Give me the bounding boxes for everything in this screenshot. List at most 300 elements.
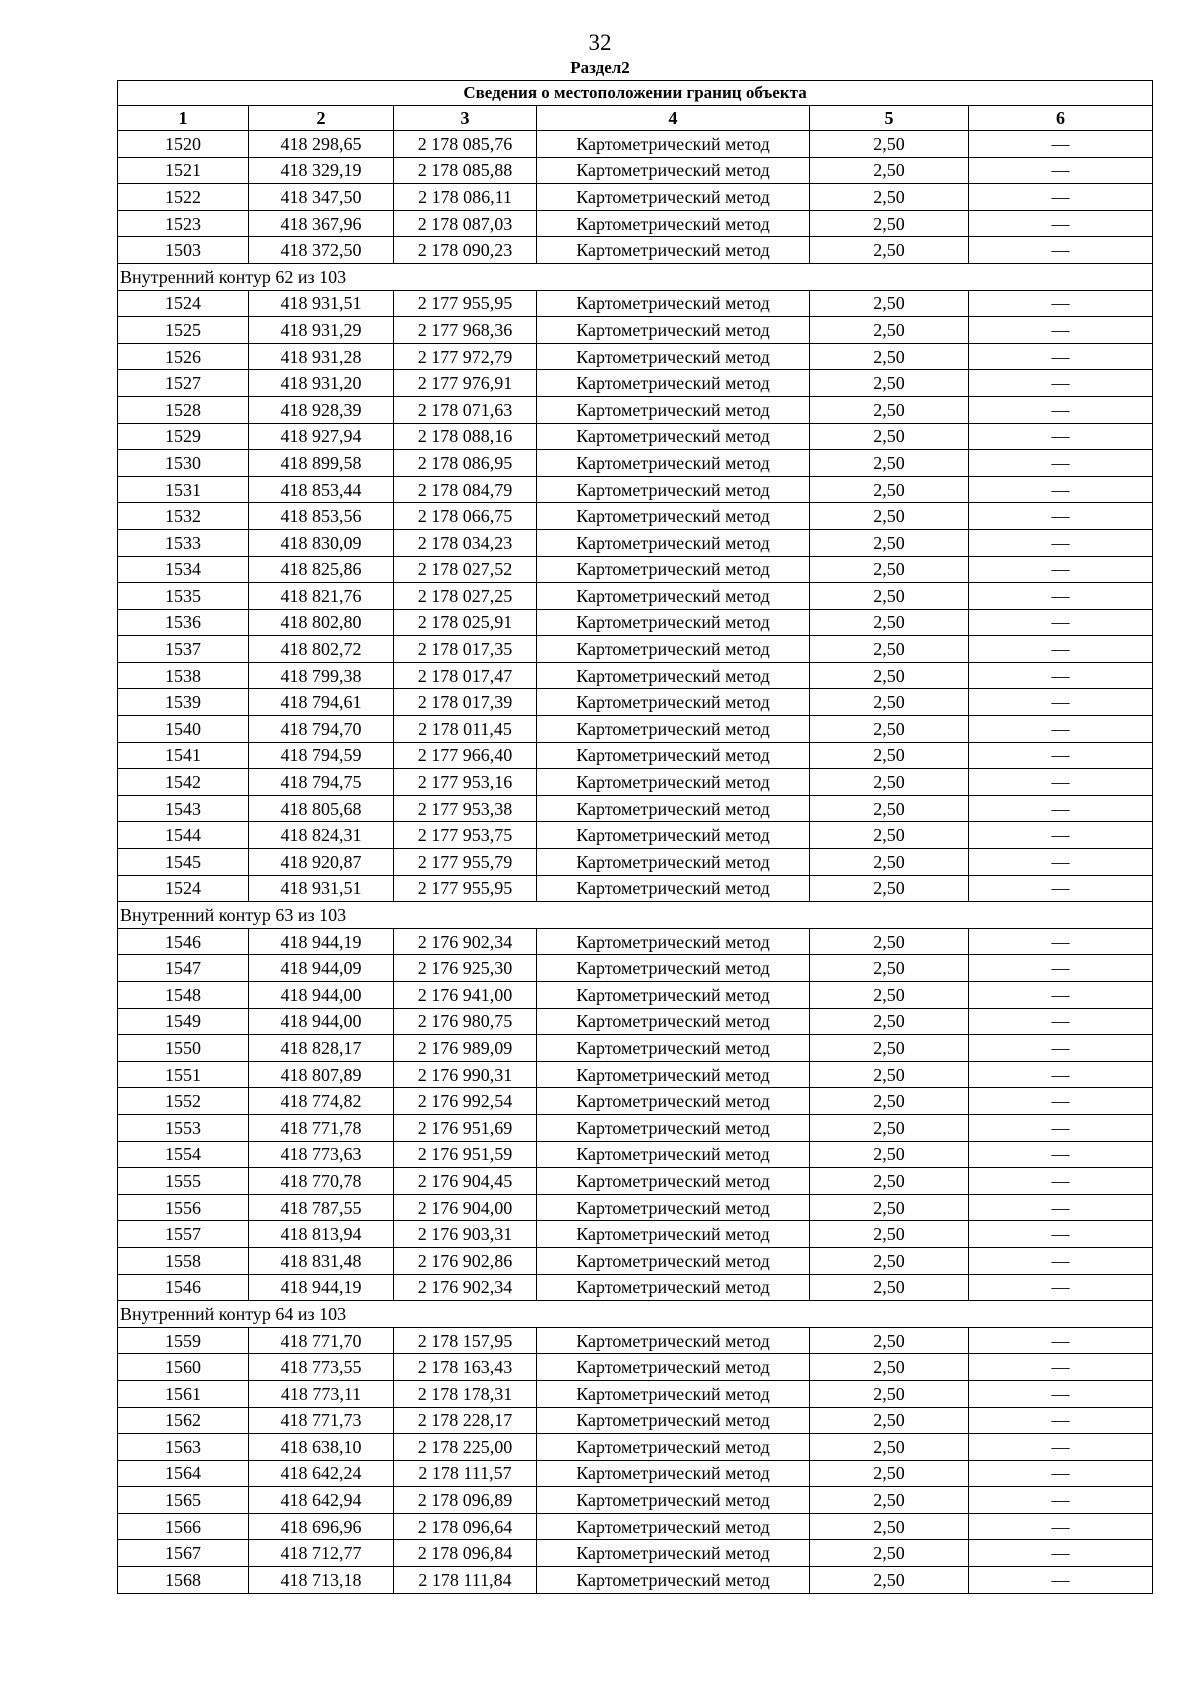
method-cell: Картометрический метод — [537, 982, 810, 1009]
method-cell: Картометрический метод — [537, 716, 810, 743]
point-number-cell: 1558 — [118, 1247, 249, 1274]
method-cell: Картометрический метод — [537, 1114, 810, 1141]
x-coordinate-cell: 418 931,20 — [249, 370, 394, 397]
y-coordinate-cell: 2 177 976,91 — [394, 370, 537, 397]
method-cell: Картометрический метод — [537, 1327, 810, 1354]
accuracy-cell: 2,50 — [810, 636, 969, 663]
method-cell: Картометрический метод — [537, 370, 810, 397]
y-coordinate-cell: 2 177 972,79 — [394, 343, 537, 370]
accuracy-cell: 2,50 — [810, 131, 969, 158]
y-coordinate-cell: 2 178 111,57 — [394, 1460, 537, 1487]
y-coordinate-cell: 2 177 968,36 — [394, 317, 537, 344]
y-coordinate-cell: 2 178 087,03 — [394, 210, 537, 237]
description-cell: — — [969, 583, 1153, 610]
contour-label: Внутренний контур 64 из 103 — [118, 1301, 1153, 1328]
point-number-cell: 1537 — [118, 636, 249, 663]
y-coordinate-cell: 2 177 953,75 — [394, 822, 537, 849]
description-cell: — — [969, 370, 1153, 397]
table-row — [118, 290, 1153, 317]
x-coordinate-cell: 418 367,96 — [249, 210, 394, 237]
accuracy-cell: 2,50 — [810, 1327, 969, 1354]
accuracy-cell: 2,50 — [810, 1354, 969, 1381]
accuracy-cell: 2,50 — [810, 1008, 969, 1035]
x-coordinate-cell: 418 298,65 — [249, 131, 394, 158]
description-cell: — — [969, 1008, 1153, 1035]
table-row — [118, 1407, 1153, 1434]
y-coordinate-cell: 2 176 902,86 — [394, 1247, 537, 1274]
method-cell: Картометрический метод — [537, 1035, 810, 1062]
x-coordinate-cell: 418 931,29 — [249, 317, 394, 344]
x-coordinate-cell: 418 712,77 — [249, 1540, 394, 1567]
table-row — [118, 1274, 1153, 1301]
method-cell: Картометрический метод — [537, 1221, 810, 1248]
y-coordinate-cell: 2 177 953,16 — [394, 769, 537, 796]
method-cell: Картометрический метод — [537, 1487, 810, 1514]
y-coordinate-cell: 2 178 096,84 — [394, 1540, 537, 1567]
x-coordinate-cell: 418 773,11 — [249, 1380, 394, 1407]
point-number-cell: 1532 — [118, 503, 249, 530]
page-number: 32 — [588, 30, 612, 55]
description-cell: — — [969, 1168, 1153, 1195]
accuracy-cell: 2,50 — [810, 396, 969, 423]
description-cell: — — [969, 1540, 1153, 1567]
description-cell: — — [969, 237, 1153, 264]
accuracy-cell: 2,50 — [810, 742, 969, 769]
x-coordinate-cell: 418 773,63 — [249, 1141, 394, 1168]
method-cell: Картометрический метод — [537, 849, 810, 876]
accuracy-cell: 2,50 — [810, 423, 969, 450]
method-cell: Картометрический метод — [537, 1088, 810, 1115]
table-row — [118, 609, 1153, 636]
method-cell: Картометрический метод — [537, 317, 810, 344]
y-coordinate-cell: 2 176 941,00 — [394, 982, 537, 1009]
point-number-cell: 1566 — [118, 1513, 249, 1540]
table-row — [118, 742, 1153, 769]
accuracy-cell: 2,50 — [810, 317, 969, 344]
table-row — [118, 317, 1153, 344]
point-number-cell: 1529 — [118, 423, 249, 450]
x-coordinate-cell: 418 770,78 — [249, 1168, 394, 1195]
y-coordinate-cell: 2 177 955,95 — [394, 875, 537, 902]
table-row — [118, 210, 1153, 237]
table-row — [118, 1327, 1153, 1354]
description-cell: — — [969, 742, 1153, 769]
point-number-cell: 1557 — [118, 1221, 249, 1248]
x-coordinate-cell: 418 928,39 — [249, 396, 394, 423]
point-number-cell: 1520 — [118, 131, 249, 158]
y-coordinate-cell: 2 176 904,00 — [394, 1194, 537, 1221]
y-coordinate-cell: 2 178 066,75 — [394, 503, 537, 530]
description-cell: — — [969, 1487, 1153, 1514]
x-coordinate-cell: 418 787,55 — [249, 1194, 394, 1221]
method-cell: Картометрический метод — [537, 662, 810, 689]
x-coordinate-cell: 418 771,73 — [249, 1407, 394, 1434]
table-row — [118, 795, 1153, 822]
table-row — [118, 131, 1153, 158]
y-coordinate-cell: 2 178 088,16 — [394, 423, 537, 450]
accuracy-cell: 2,50 — [810, 1380, 969, 1407]
point-number-cell: 1522 — [118, 184, 249, 211]
y-coordinate-cell: 2 176 980,75 — [394, 1008, 537, 1035]
x-coordinate-cell: 418 773,55 — [249, 1354, 394, 1381]
x-coordinate-cell: 418 821,76 — [249, 583, 394, 610]
method-cell: Картометрический метод — [537, 955, 810, 982]
method-cell: Картометрический метод — [537, 609, 810, 636]
method-cell: Картометрический метод — [537, 1247, 810, 1274]
y-coordinate-cell: 2 176 925,30 — [394, 955, 537, 982]
table-row — [118, 662, 1153, 689]
point-number-cell: 1523 — [118, 210, 249, 237]
point-number-cell: 1534 — [118, 556, 249, 583]
accuracy-cell: 2,50 — [810, 849, 969, 876]
description-cell: — — [969, 1088, 1153, 1115]
x-coordinate-cell: 418 853,44 — [249, 476, 394, 503]
method-cell: Картометрический метод — [537, 928, 810, 955]
description-cell: — — [969, 1247, 1153, 1274]
table-row — [118, 1114, 1153, 1141]
method-cell: Картометрический метод — [537, 450, 810, 477]
point-number-cell: 1567 — [118, 1540, 249, 1567]
description-cell: — — [969, 1141, 1153, 1168]
point-number-cell: 1554 — [118, 1141, 249, 1168]
y-coordinate-cell: 2 176 902,34 — [394, 1274, 537, 1301]
point-number-cell: 1564 — [118, 1460, 249, 1487]
description-cell: — — [969, 556, 1153, 583]
x-coordinate-cell: 418 824,31 — [249, 822, 394, 849]
point-number-cell: 1538 — [118, 662, 249, 689]
x-coordinate-cell: 418 944,00 — [249, 1008, 394, 1035]
point-number-cell: 1540 — [118, 716, 249, 743]
description-cell: — — [969, 343, 1153, 370]
accuracy-cell: 2,50 — [810, 1168, 969, 1195]
description-cell: — — [969, 1327, 1153, 1354]
x-coordinate-cell: 418 642,24 — [249, 1460, 394, 1487]
accuracy-cell: 2,50 — [810, 1460, 969, 1487]
accuracy-cell: 2,50 — [810, 1487, 969, 1514]
column-number: 3 — [394, 106, 537, 131]
y-coordinate-cell: 2 177 953,38 — [394, 795, 537, 822]
accuracy-cell: 2,50 — [810, 1221, 969, 1248]
point-number-cell: 1552 — [118, 1088, 249, 1115]
accuracy-cell: 2,50 — [810, 875, 969, 902]
description-cell: — — [969, 1221, 1153, 1248]
x-coordinate-cell: 418 802,80 — [249, 609, 394, 636]
accuracy-cell: 2,50 — [810, 1194, 969, 1221]
description-cell: — — [969, 849, 1153, 876]
point-number-cell: 1545 — [118, 849, 249, 876]
table-row — [118, 450, 1153, 477]
table-row — [118, 1247, 1153, 1274]
point-number-cell: 1546 — [118, 928, 249, 955]
table-row — [118, 955, 1153, 982]
column-number: 6 — [969, 106, 1153, 131]
table-row — [118, 822, 1153, 849]
accuracy-cell: 2,50 — [810, 716, 969, 743]
y-coordinate-cell: 2 178 027,52 — [394, 556, 537, 583]
y-coordinate-cell: 2 178 163,43 — [394, 1354, 537, 1381]
table-row — [118, 1194, 1153, 1221]
method-cell: Картометрический метод — [537, 290, 810, 317]
x-coordinate-cell: 418 944,19 — [249, 1274, 394, 1301]
method-cell: Картометрический метод — [537, 583, 810, 610]
point-number-cell: 1542 — [118, 769, 249, 796]
accuracy-cell: 2,50 — [810, 476, 969, 503]
method-cell: Картометрический метод — [537, 396, 810, 423]
x-coordinate-cell: 418 329,19 — [249, 157, 394, 184]
description-cell: — — [969, 1460, 1153, 1487]
method-cell: Картометрический метод — [537, 875, 810, 902]
method-cell: Картометрический метод — [537, 1434, 810, 1461]
method-cell: Картометрический метод — [537, 689, 810, 716]
y-coordinate-cell: 2 177 955,95 — [394, 290, 537, 317]
table-row — [118, 343, 1153, 370]
point-number-cell: 1528 — [118, 396, 249, 423]
y-coordinate-cell: 2 178 225,00 — [394, 1434, 537, 1461]
description-cell: — — [969, 290, 1153, 317]
method-cell: Картометрический метод — [537, 556, 810, 583]
accuracy-cell: 2,50 — [810, 237, 969, 264]
x-coordinate-cell: 418 931,51 — [249, 875, 394, 902]
column-number: 2 — [249, 106, 394, 131]
point-number-cell: 1524 — [118, 290, 249, 317]
description-cell: — — [969, 157, 1153, 184]
point-number-cell: 1539 — [118, 689, 249, 716]
y-coordinate-cell: 2 178 085,76 — [394, 131, 537, 158]
point-number-cell: 1565 — [118, 1487, 249, 1514]
method-cell: Картометрический метод — [537, 1540, 810, 1567]
description-cell: — — [969, 875, 1153, 902]
description-cell: — — [969, 529, 1153, 556]
table-row — [118, 1168, 1153, 1195]
description-cell: — — [969, 184, 1153, 211]
table-row — [118, 1567, 1153, 1594]
table-row — [118, 583, 1153, 610]
accuracy-cell: 2,50 — [810, 822, 969, 849]
method-cell: Картометрический метод — [537, 1460, 810, 1487]
description-cell: — — [969, 210, 1153, 237]
description-cell: — — [969, 609, 1153, 636]
description-cell: — — [969, 1194, 1153, 1221]
accuracy-cell: 2,50 — [810, 450, 969, 477]
accuracy-cell: 2,50 — [810, 769, 969, 796]
point-number-cell: 1551 — [118, 1061, 249, 1088]
method-cell: Картометрический метод — [537, 529, 810, 556]
method-cell: Картометрический метод — [537, 822, 810, 849]
contour-label: Внутренний контур 62 из 103 — [118, 263, 1153, 290]
table-row — [118, 849, 1153, 876]
description-cell: — — [969, 1434, 1153, 1461]
point-number-cell: 1561 — [118, 1380, 249, 1407]
point-number-cell: 1547 — [118, 955, 249, 982]
description-cell: — — [969, 1354, 1153, 1381]
description-cell: — — [969, 1274, 1153, 1301]
accuracy-cell: 2,50 — [810, 1407, 969, 1434]
point-number-cell: 1560 — [118, 1354, 249, 1381]
y-coordinate-cell: 2 178 071,63 — [394, 396, 537, 423]
x-coordinate-cell: 418 802,72 — [249, 636, 394, 663]
description-cell: — — [969, 503, 1153, 530]
y-coordinate-cell: 2 178 017,35 — [394, 636, 537, 663]
point-number-cell: 1563 — [118, 1434, 249, 1461]
y-coordinate-cell: 2 178 178,31 — [394, 1380, 537, 1407]
x-coordinate-cell: 418 831,48 — [249, 1247, 394, 1274]
description-cell: — — [969, 662, 1153, 689]
y-coordinate-cell: 2 178 027,25 — [394, 583, 537, 610]
table-row — [118, 1008, 1153, 1035]
accuracy-cell: 2,50 — [810, 210, 969, 237]
method-cell: Картометрический метод — [537, 423, 810, 450]
accuracy-cell: 2,50 — [810, 982, 969, 1009]
y-coordinate-cell: 2 178 017,47 — [394, 662, 537, 689]
x-coordinate-cell: 418 944,00 — [249, 982, 394, 1009]
description-cell: — — [969, 636, 1153, 663]
x-coordinate-cell: 418 771,78 — [249, 1114, 394, 1141]
accuracy-cell: 2,50 — [810, 583, 969, 610]
accuracy-cell: 2,50 — [810, 1567, 969, 1594]
contour-header-row — [118, 902, 1153, 929]
point-number-cell: 1503 — [118, 237, 249, 264]
accuracy-cell: 2,50 — [810, 1088, 969, 1115]
table-row — [118, 476, 1153, 503]
x-coordinate-cell: 418 927,94 — [249, 423, 394, 450]
y-coordinate-cell: 2 178 011,45 — [394, 716, 537, 743]
x-coordinate-cell: 418 794,61 — [249, 689, 394, 716]
description-cell: — — [969, 131, 1153, 158]
method-cell: Картометрический метод — [537, 157, 810, 184]
description-cell: — — [969, 1035, 1153, 1062]
table-row — [118, 1540, 1153, 1567]
accuracy-cell: 2,50 — [810, 184, 969, 211]
point-number-cell: 1546 — [118, 1274, 249, 1301]
point-number-cell: 1535 — [118, 583, 249, 610]
description-cell: — — [969, 928, 1153, 955]
accuracy-cell: 2,50 — [810, 1434, 969, 1461]
description-cell: — — [969, 1513, 1153, 1540]
x-coordinate-cell: 418 774,82 — [249, 1088, 394, 1115]
x-coordinate-cell: 418 813,94 — [249, 1221, 394, 1248]
accuracy-cell: 2,50 — [810, 529, 969, 556]
method-cell: Картометрический метод — [537, 1567, 810, 1594]
description-cell: — — [969, 317, 1153, 344]
x-coordinate-cell: 418 807,89 — [249, 1061, 394, 1088]
point-number-cell: 1543 — [118, 795, 249, 822]
table-row — [118, 1354, 1153, 1381]
table-row — [118, 1487, 1153, 1514]
method-cell: Картометрический метод — [537, 1168, 810, 1195]
description-cell: — — [969, 716, 1153, 743]
accuracy-cell: 2,50 — [810, 1513, 969, 1540]
y-coordinate-cell: 2 176 904,45 — [394, 1168, 537, 1195]
point-number-cell: 1555 — [118, 1168, 249, 1195]
x-coordinate-cell: 418 799,38 — [249, 662, 394, 689]
method-cell: Картометрический метод — [537, 503, 810, 530]
x-coordinate-cell: 418 830,09 — [249, 529, 394, 556]
y-coordinate-cell: 2 177 966,40 — [394, 742, 537, 769]
method-cell: Картометрический метод — [537, 769, 810, 796]
y-coordinate-cell: 2 178 086,95 — [394, 450, 537, 477]
accuracy-cell: 2,50 — [810, 1540, 969, 1567]
point-number-cell: 1553 — [118, 1114, 249, 1141]
x-coordinate-cell: 418 713,18 — [249, 1567, 394, 1594]
y-coordinate-cell: 2 178 228,17 — [394, 1407, 537, 1434]
y-coordinate-cell: 2 178 085,88 — [394, 157, 537, 184]
y-coordinate-cell: 2 178 084,79 — [394, 476, 537, 503]
accuracy-cell: 2,50 — [810, 370, 969, 397]
table-row — [118, 928, 1153, 955]
description-cell: — — [969, 795, 1153, 822]
y-coordinate-cell: 2 178 090,23 — [394, 237, 537, 264]
table-row — [118, 716, 1153, 743]
table-caption: Сведения о местоположении границ объекта — [118, 81, 1153, 106]
point-number-cell: 1548 — [118, 982, 249, 1009]
y-coordinate-cell: 2 178 096,89 — [394, 1487, 537, 1514]
coordinates-table — [117, 80, 1153, 1594]
table-row — [118, 1221, 1153, 1248]
x-coordinate-cell: 418 794,70 — [249, 716, 394, 743]
accuracy-cell: 2,50 — [810, 1035, 969, 1062]
table-row — [118, 529, 1153, 556]
method-cell: Картометрический метод — [537, 1354, 810, 1381]
description-cell: — — [969, 396, 1153, 423]
x-coordinate-cell: 418 853,56 — [249, 503, 394, 530]
y-coordinate-cell: 2 176 951,69 — [394, 1114, 537, 1141]
description-cell: — — [969, 450, 1153, 477]
table-row — [118, 184, 1153, 211]
method-cell: Картометрический метод — [537, 1513, 810, 1540]
y-coordinate-cell: 2 176 951,59 — [394, 1141, 537, 1168]
accuracy-cell: 2,50 — [810, 1274, 969, 1301]
table-row — [118, 769, 1153, 796]
method-cell: Картометрический метод — [537, 742, 810, 769]
table-row — [118, 1513, 1153, 1540]
accuracy-cell: 2,50 — [810, 609, 969, 636]
table-row — [118, 1141, 1153, 1168]
table-row — [118, 503, 1153, 530]
method-cell: Картометрический метод — [537, 343, 810, 370]
accuracy-cell: 2,50 — [810, 1114, 969, 1141]
point-number-cell: 1556 — [118, 1194, 249, 1221]
accuracy-cell: 2,50 — [810, 1247, 969, 1274]
point-number-cell: 1559 — [118, 1327, 249, 1354]
accuracy-cell: 2,50 — [810, 1141, 969, 1168]
point-number-cell: 1524 — [118, 875, 249, 902]
accuracy-cell: 2,50 — [810, 556, 969, 583]
point-number-cell: 1521 — [118, 157, 249, 184]
method-cell: Картометрический метод — [537, 210, 810, 237]
table-row — [118, 157, 1153, 184]
y-coordinate-cell: 2 178 034,23 — [394, 529, 537, 556]
table-row — [118, 1380, 1153, 1407]
table-row — [118, 370, 1153, 397]
contour-header-row — [118, 263, 1153, 290]
point-number-cell: 1533 — [118, 529, 249, 556]
description-cell: — — [969, 1567, 1153, 1594]
table-row — [118, 556, 1153, 583]
accuracy-cell: 2,50 — [810, 689, 969, 716]
y-coordinate-cell: 2 176 990,31 — [394, 1061, 537, 1088]
accuracy-cell: 2,50 — [810, 157, 969, 184]
method-cell: Картометрический метод — [537, 1008, 810, 1035]
point-number-cell: 1525 — [118, 317, 249, 344]
description-cell: — — [969, 689, 1153, 716]
x-coordinate-cell: 418 899,58 — [249, 450, 394, 477]
accuracy-cell: 2,50 — [810, 955, 969, 982]
y-coordinate-cell: 2 176 992,54 — [394, 1088, 537, 1115]
accuracy-cell: 2,50 — [810, 343, 969, 370]
method-cell: Картометрический метод — [537, 1141, 810, 1168]
table-caption-row — [118, 81, 1153, 106]
contour-label: Внутренний контур 63 из 103 — [118, 902, 1153, 929]
